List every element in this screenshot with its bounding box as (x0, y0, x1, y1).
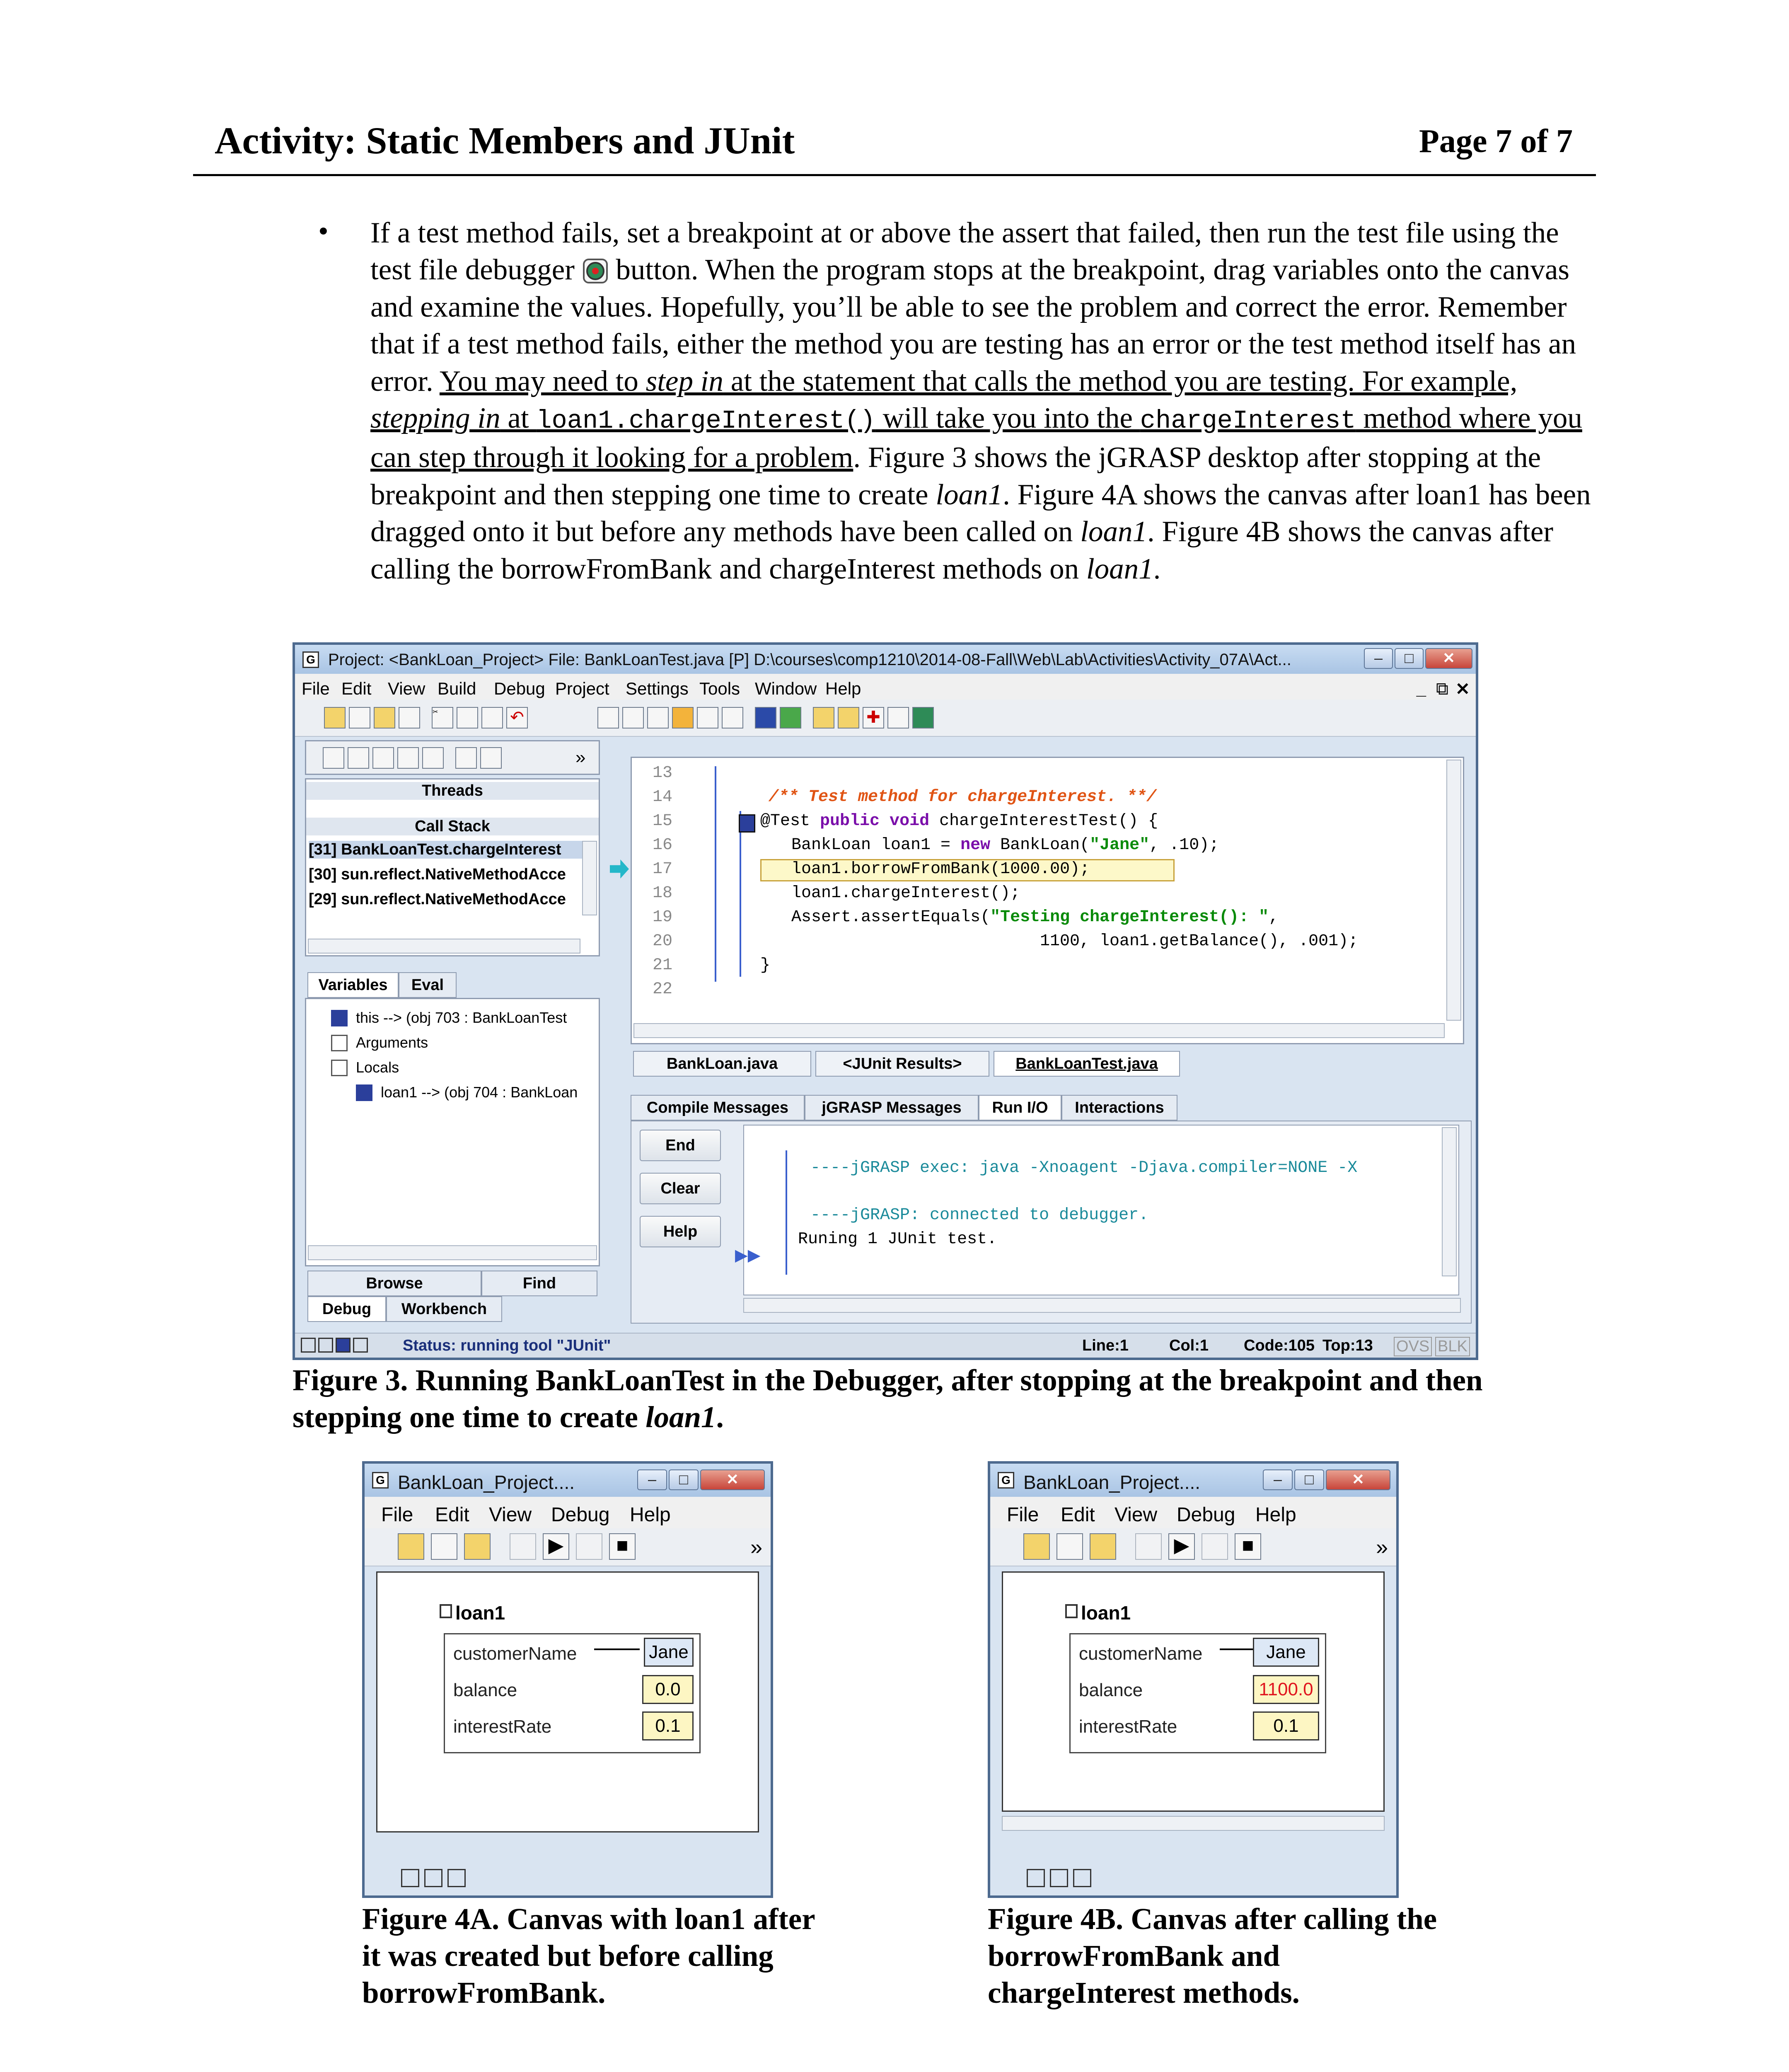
object-handle-icon[interactable] (440, 1604, 452, 1618)
canvas-window-icon[interactable] (1073, 1869, 1091, 1887)
status-window-icon[interactable] (336, 1338, 351, 1353)
person-icon[interactable] (887, 707, 909, 729)
method-bookmark-icon (739, 814, 755, 833)
page-number: Page 7 of 7 (1419, 123, 1573, 160)
jgrasp-app-icon: G (372, 1472, 389, 1489)
field-name: interestRate (453, 1716, 552, 1737)
minimize-button[interactable]: – (1364, 648, 1393, 669)
menu-bar (990, 1497, 1396, 1528)
callstack-label: Call Stack (306, 818, 599, 835)
para-text: If a test method fails, set a breakpoint at or above the assert that failed, then run the test file using the test file debugger (370, 217, 1559, 286)
project-icon[interactable] (464, 1533, 491, 1560)
status-window-icon[interactable] (301, 1338, 316, 1353)
blue-square-icon[interactable] (755, 707, 776, 729)
object-viewer[interactable] (444, 1633, 701, 1753)
field-value: Jane (1253, 1638, 1319, 1667)
header-rule (193, 174, 1596, 176)
code-line-16: BankLoan loan1 = new BankLoan("Jane", .10); (791, 836, 1219, 854)
editor-hscrollbar[interactable] (633, 1023, 1445, 1038)
line-number: 15 (653, 812, 673, 830)
line-number: 17 (653, 860, 673, 879)
copy-icon[interactable] (457, 707, 478, 729)
status-text: Status: running tool "JUnit" (403, 1337, 611, 1354)
canvas-area[interactable] (1002, 1571, 1385, 1812)
editor-vscrollbar[interactable] (1446, 760, 1461, 1021)
line-number: 18 (653, 884, 673, 903)
step-in-icon[interactable] (348, 747, 369, 769)
canvas-window-icon[interactable] (424, 1869, 442, 1887)
close-button[interactable]: ✕ (700, 1469, 765, 1490)
output-vscrollbar[interactable] (1442, 1127, 1457, 1276)
tab-eval[interactable]: Eval (399, 972, 457, 998)
menu-debug[interactable]: Debug (1177, 1504, 1235, 1526)
step-icon[interactable] (1135, 1533, 1162, 1560)
overflow-chevron-icon[interactable]: » (1376, 1535, 1388, 1559)
green-square-icon[interactable] (780, 707, 801, 729)
field-name: balance (1079, 1680, 1143, 1700)
test-run-icon[interactable] (838, 707, 859, 729)
chart-icon[interactable] (672, 707, 694, 729)
tab-interactions[interactable]: Interactions (1061, 1095, 1177, 1121)
variable-arguments[interactable]: Arguments (356, 1034, 428, 1051)
step-out-icon[interactable] (372, 747, 394, 769)
menu-file[interactable]: File (381, 1504, 413, 1526)
reference-arrow (594, 1648, 640, 1650)
object-label: loan1 (455, 1602, 505, 1624)
canvas-hscrollbar[interactable] (1002, 1816, 1385, 1831)
status-bar (295, 1333, 1476, 1358)
run-io-output[interactable] (743, 1125, 1459, 1295)
overflow-chevron-icon[interactable]: » (575, 747, 586, 767)
compile-icon[interactable] (622, 707, 644, 729)
pause-icon[interactable] (576, 1533, 602, 1560)
field-value: 0.0 (642, 1675, 694, 1704)
window-title: Project: <BankLoan_Project> File: BankLoanTest.java [P] D:\courses\comp1210\2014-08-Fall\Web\Lab\Activities\Activity_07A\Act... (328, 651, 1291, 669)
canvas-statusbar (376, 1865, 759, 1890)
menu-build[interactable]: Build (438, 679, 476, 698)
menu-edit[interactable]: Edit (435, 1504, 469, 1526)
variables-panel (305, 998, 600, 1266)
play-icon[interactable]: ▶ (543, 1533, 569, 1560)
line-number: 16 (653, 836, 673, 854)
menu-settings[interactable]: Settings (626, 679, 689, 698)
canvas-window-icon[interactable] (447, 1869, 466, 1887)
paste-icon[interactable] (481, 707, 503, 729)
save-icon[interactable] (349, 707, 370, 729)
variable-loan1[interactable]: loan1 --> (obj 704 : BankLoan (381, 1084, 578, 1101)
open-folder-icon[interactable] (398, 1533, 424, 1560)
object-viewer[interactable] (1069, 1633, 1326, 1753)
tab-bankloan-java[interactable]: BankLoan.java (633, 1051, 811, 1077)
folder-icon (331, 1060, 348, 1076)
title-bar (295, 645, 1476, 674)
status-blk: BLK (1435, 1337, 1470, 1356)
line-number: 22 (653, 980, 673, 999)
title-bar (365, 1464, 771, 1497)
pause-icon[interactable] (455, 747, 477, 769)
line-number: 20 (653, 932, 673, 951)
line-number: 19 (653, 908, 673, 927)
csd-bracket (740, 811, 741, 977)
field-value: Jane (644, 1638, 694, 1667)
tab-junit-results[interactable]: <JUnit Results> (815, 1051, 989, 1077)
auto-step-icon[interactable] (422, 747, 444, 769)
threads-callstack-panel (305, 778, 600, 956)
minimize-button[interactable]: – (1263, 1469, 1293, 1490)
title-bar (990, 1464, 1396, 1497)
canvas-window-4b (988, 1461, 1399, 1898)
menu-window[interactable]: Window (755, 679, 817, 698)
status-code: Code:105 (1244, 1337, 1315, 1354)
callstack-item[interactable]: [29] sun.reflect.NativeMethodAcce (309, 891, 566, 908)
close-button[interactable]: ✕ (1425, 648, 1472, 669)
figure-4b-caption: Figure 4B. Canvas after calling the borrowFromBank and chargeInterest methods. (988, 1902, 1437, 2009)
code-line-15: @Test public void chargeInterestTest() { (760, 812, 1158, 830)
jgrasp-app-icon: G (998, 1472, 1014, 1489)
menu-help[interactable]: Help (1255, 1504, 1296, 1526)
canvas-area[interactable] (376, 1571, 759, 1832)
callstack-scrollbar[interactable] (582, 841, 597, 915)
canvas-window-4a (362, 1461, 773, 1898)
menu-file[interactable]: File (1007, 1504, 1039, 1526)
debug-toolbar (305, 740, 600, 775)
open-folder-icon[interactable] (1023, 1533, 1050, 1560)
test-debugger-icon (582, 258, 609, 284)
run-to-cursor-icon[interactable] (397, 747, 419, 769)
field-value: 0.1 (642, 1711, 694, 1740)
field-name: interestRate (1079, 1716, 1177, 1737)
code-line-17: loan1.borrowFromBank(1000.00); (791, 860, 1090, 879)
inner-minimize-icon[interactable]: _ (1416, 679, 1426, 698)
stop-icon[interactable]: ■ (609, 1533, 636, 1560)
step-icon[interactable] (510, 1533, 536, 1560)
callstack-hscrollbar[interactable] (308, 939, 580, 954)
main-toolbar (295, 700, 1476, 737)
code-line-14: /** Test method for chargeInterest. **/ (769, 788, 1157, 806)
underlined-passage: You may need to step in at the statement that calls the method you are testing. For example, stepping in at loan1.chargeInterest() will take you into the chargeInterest method where you can step through it looking for a problem (370, 365, 1582, 474)
folder-icon (331, 1035, 348, 1051)
canvas-toolbar (990, 1528, 1396, 1566)
body-paragraph: If a test method fails, set a breakpoint at or above the assert that failed, then run the test file using the test file debugger button. When the program stops at the breakpoint, drag variables onto the canvas and examine the values. Hopefully, you’ll be able to see the problem and correct the error. Remember that if a test method fails, either the method you are testing has an error or the test method itself has an error. You may need to step in at the statement that calls the method you are testing. For example, stepping in at loan1.chargeInterest() will take you into the chargeInterest method where you can step through it looking for a problem. Figure 3 shows the jGRASP desktop after stopping at the breakpoint and then stepping one time to create loan1. Figure 4A shows the canvas after loan1 has been dragged onto it but before any methods have been called on loan1. Figure 4B shows the canvas after calling the borrowFromBank and chargeInterest methods on loan1. (370, 217, 1591, 585)
maximize-button[interactable]: □ (1294, 1469, 1324, 1490)
cut-icon[interactable]: ✂ (432, 707, 453, 729)
canvas-statusbar (1002, 1865, 1385, 1890)
tab-workbench[interactable]: Workbench (386, 1296, 502, 1322)
plus-icon[interactable]: ✚ (863, 707, 884, 729)
output-line: Runing 1 JUnit test. (798, 1230, 997, 1249)
tab-bankloantest-java[interactable]: BankLoanTest.java (994, 1051, 1180, 1077)
input-prompt-icon: ▶▶ (735, 1246, 761, 1264)
project-icon[interactable] (1090, 1533, 1116, 1560)
jgrasp-app-icon: G (302, 651, 319, 668)
menu-debug[interactable]: Debug (551, 1504, 610, 1526)
object-handle-icon[interactable] (1065, 1604, 1078, 1618)
status-line: Line:1 (1082, 1337, 1129, 1354)
book-icon[interactable] (722, 707, 743, 729)
tab-find[interactable]: Find (481, 1271, 597, 1296)
code-editor[interactable] (631, 757, 1464, 1044)
code-line-19: Assert.assertEquals("Testing chargeInterest(): ", (791, 908, 1279, 927)
menu-view[interactable]: View (489, 1504, 532, 1526)
maximize-button[interactable]: □ (1395, 648, 1424, 669)
tab-browse[interactable]: Browse (307, 1271, 481, 1296)
code-line-20: 1100, loan1.getBalance(), .001); (1040, 932, 1359, 951)
output-line: ----jGRASP: connected to debugger. (810, 1206, 1149, 1225)
menu-project[interactable]: Project (555, 679, 609, 698)
object-label: loan1 (1081, 1602, 1131, 1624)
overflow-chevron-icon[interactable]: » (750, 1535, 762, 1559)
line-number: 13 (653, 764, 673, 782)
print-icon[interactable] (399, 707, 420, 729)
messages-area (631, 1121, 1472, 1324)
menu-bar (365, 1497, 771, 1528)
csd-bracket (715, 766, 716, 982)
step-over-icon[interactable] (323, 747, 344, 769)
callstack-item[interactable]: [31] BankLoanTest.chargeInterest (309, 841, 582, 859)
field-value-changed: 1100.0 (1253, 1675, 1319, 1704)
object-icon (356, 1084, 372, 1101)
tab-jgrasp-messages[interactable]: jGRASP Messages (805, 1095, 979, 1121)
undo-icon[interactable]: ↶ (506, 707, 528, 729)
canvas-window-icon[interactable] (1050, 1869, 1068, 1887)
tab-run-io[interactable]: Run I/O (979, 1095, 1061, 1121)
output-line: ----jGRASP exec: java -Xnoagent -Djava.compiler=NONE -X (810, 1159, 1358, 1177)
threads-label: Threads (306, 782, 599, 800)
help-button[interactable]: Help (640, 1216, 721, 1247)
pause-icon[interactable] (1202, 1533, 1228, 1560)
window-title: BankLoan_Project.... (398, 1472, 575, 1493)
menu-help[interactable]: Help (630, 1504, 671, 1526)
window-title: BankLoan_Project.... (1023, 1472, 1201, 1493)
menu-debug[interactable]: Debug (494, 679, 545, 698)
run-icon[interactable] (647, 707, 669, 729)
field-name: customerName (1079, 1644, 1203, 1664)
field-value: 0.1 (1253, 1711, 1319, 1740)
output-bracket (786, 1150, 787, 1275)
figure-4a-caption: Figure 4A. Canvas with loan1 after it was created but before calling borrowFromBank. (362, 1902, 815, 2009)
canvas-window-icon[interactable] (401, 1869, 419, 1887)
status-ovs: OVS (1394, 1337, 1432, 1356)
maximize-button[interactable]: □ (669, 1469, 699, 1490)
menu-view[interactable]: View (1114, 1504, 1158, 1526)
test-icon[interactable] (813, 707, 834, 729)
field-name: customerName (453, 1644, 577, 1664)
play-icon[interactable]: ▶ (1168, 1533, 1195, 1560)
menu-help[interactable]: Help (825, 679, 861, 698)
line-number: 14 (653, 788, 673, 806)
tab-compile-messages[interactable]: Compile Messages (631, 1095, 805, 1121)
inner-close-icon[interactable]: ✕ (1455, 679, 1470, 699)
object-icon (331, 1010, 348, 1026)
menu-edit[interactable]: Edit (1061, 1504, 1095, 1526)
status-window-icon[interactable] (353, 1338, 368, 1353)
resume-icon[interactable] (480, 747, 502, 769)
clear-button[interactable]: Clear (640, 1173, 721, 1204)
para-text: button. When the program stops at the breakpoint, drag variables onto the canvas and examine the values. Hopefully, you’ll be able to see the problem and correct the error. Remember that if a test method fails, either the method you are testing has an error or the test method itself has an error. (370, 254, 1576, 397)
tab-variables[interactable]: Variables (307, 972, 399, 998)
minimize-button[interactable]: – (637, 1469, 667, 1490)
canvas-toolbar (365, 1528, 771, 1566)
canvas-window-icon[interactable] (1027, 1869, 1045, 1887)
file-icon[interactable] (597, 707, 619, 729)
status-window-icon[interactable] (318, 1338, 333, 1353)
stop-icon[interactable]: ■ (1235, 1533, 1261, 1560)
variables-hscrollbar[interactable] (308, 1245, 597, 1260)
field-name: balance (453, 1680, 517, 1700)
execution-pointer-icon (610, 859, 629, 879)
code-line-21: } (760, 956, 771, 975)
callstack-item[interactable]: [30] sun.reflect.NativeMethodAcce (309, 866, 566, 883)
open-folder-icon[interactable] (324, 707, 346, 729)
bullet: • (318, 215, 329, 247)
page-title: Activity: Static Members and JUnit (215, 119, 795, 162)
menu-file[interactable]: File (302, 679, 330, 698)
status-col: Col:1 (1169, 1337, 1209, 1354)
close-button[interactable]: ✕ (1326, 1469, 1390, 1490)
project-icon[interactable] (374, 707, 395, 729)
menu-tools[interactable]: Tools (699, 679, 740, 698)
status-top: Top:13 (1322, 1337, 1373, 1354)
code-line-18: loan1.chargeInterest(); (791, 884, 1020, 903)
jgrasp-window (293, 642, 1478, 1360)
save-icon[interactable] (431, 1533, 457, 1560)
line-number: 21 (653, 956, 673, 975)
menu-view[interactable]: View (388, 679, 425, 698)
tab-debug[interactable]: Debug (307, 1296, 386, 1322)
variable-locals[interactable]: Locals (356, 1059, 399, 1076)
uml-icon[interactable] (697, 707, 718, 729)
variable-this[interactable]: this --> (obj 703 : BankLoanTest (356, 1009, 567, 1026)
menu-bar (295, 674, 1476, 700)
figure-3-caption: Figure 3. Running BankLoanTest in the Debugger, after stopping at the breakpoint and then stepping one time to create loan1. (293, 1363, 1483, 1434)
end-button[interactable]: End (640, 1130, 721, 1161)
menu-edit[interactable]: Edit (341, 679, 372, 698)
test-debugger-toolbar-icon[interactable] (912, 707, 934, 729)
inner-restore-icon[interactable]: ⧉ (1436, 679, 1448, 698)
output-hscrollbar[interactable] (743, 1298, 1461, 1313)
save-icon[interactable] (1056, 1533, 1083, 1560)
